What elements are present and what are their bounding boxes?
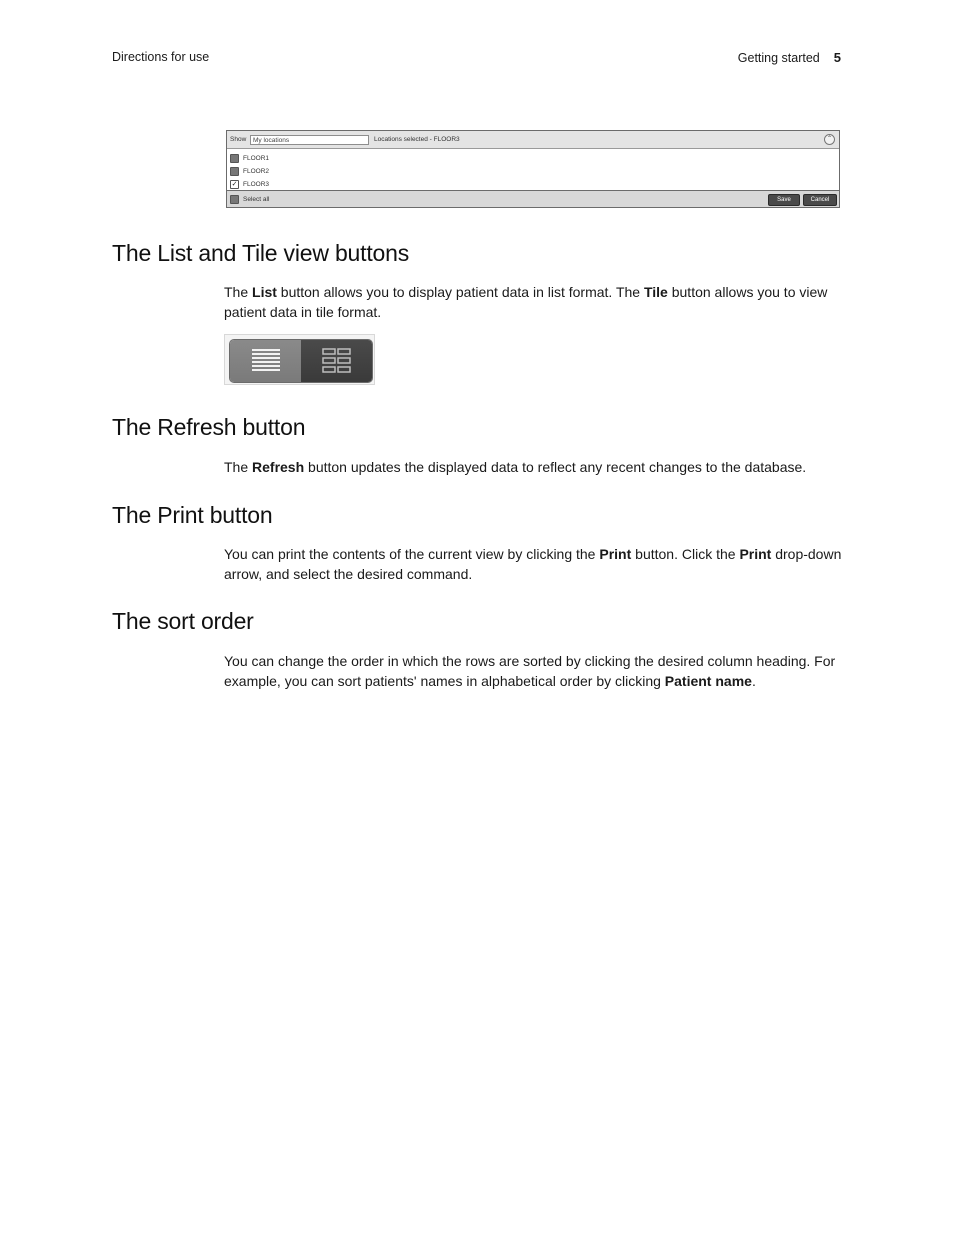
text-run: drop-down arrow, and select the desired command. <box>224 546 842 582</box>
floor-label: FLOOR3 <box>243 181 270 188</box>
bold-term: List <box>252 284 277 300</box>
text-run: You can change the order in which the rows are sorted by clicking the desired column heading. For example, you can sort patients' names in alphabetical order by clicking <box>224 653 836 689</box>
locations-panel-footer <box>227 190 839 207</box>
checkbox[interactable] <box>230 167 239 176</box>
section-paragraph <box>224 652 844 691</box>
text-run: You can print the contents of the current view by clicking the <box>224 546 600 562</box>
save-button[interactable]: Save <box>768 194 800 206</box>
running-header-left: Directions for use <box>112 50 210 64</box>
show-label: Show <box>230 136 247 143</box>
section-heading: The Print button <box>112 502 273 528</box>
text-run: button. Click the <box>631 546 740 562</box>
text-run: button allows you to display patient data in list format. The <box>276 284 644 300</box>
section-heading: The Refresh button <box>112 414 306 440</box>
section-paragraph <box>224 283 844 322</box>
show-dropdown[interactable]: My locations <box>250 135 369 145</box>
locations-panel <box>226 130 840 208</box>
tile-icon <box>322 348 352 374</box>
running-header-right <box>738 50 841 65</box>
floor-list <box>227 149 839 191</box>
running-header-section: Getting started <box>737 51 820 65</box>
floor-item[interactable] <box>227 152 839 165</box>
floor-label: FLOOR1 <box>243 155 270 162</box>
locations-panel-toolbar <box>227 131 839 149</box>
collapse-icon[interactable]: ⌃ <box>824 134 835 145</box>
floor-label: FLOOR2 <box>243 168 270 175</box>
tile-view-button[interactable] <box>301 340 372 382</box>
bold-term: Tile <box>643 284 668 300</box>
select-all-checkbox[interactable] <box>230 195 239 204</box>
locations-selected-text: Locations selected - FLOOR3 <box>374 136 460 143</box>
text-run: . <box>751 672 756 689</box>
cancel-button[interactable]: Cancel <box>803 194 837 206</box>
section-heading: The List and Tile view buttons <box>112 240 409 266</box>
list-view-button[interactable] <box>230 340 301 382</box>
bold-term: Patient name <box>664 672 752 689</box>
list-tile-buttons-image <box>224 334 375 385</box>
section-paragraph <box>224 458 844 478</box>
text-run: The <box>224 284 253 300</box>
text-run: button updates the displayed data to reflect any recent changes to the database. <box>304 459 807 475</box>
section-paragraph <box>224 545 844 584</box>
select-all-label: Select all <box>243 195 270 203</box>
text-run: button allows you to view patient data in tile format. <box>224 284 828 320</box>
page-number: 5 <box>833 50 841 65</box>
text-run: The <box>224 459 253 475</box>
floor-item[interactable] <box>227 165 839 178</box>
bold-term: Refresh <box>252 459 305 475</box>
bold-term: Print <box>739 546 772 562</box>
checkbox[interactable] <box>230 154 239 163</box>
list-icon <box>251 348 281 374</box>
bold-term: Print <box>599 546 632 562</box>
checkbox-checked[interactable]: ✓ <box>231 181 238 188</box>
view-toggle-group <box>229 339 373 383</box>
section-heading: The sort order <box>112 608 254 634</box>
